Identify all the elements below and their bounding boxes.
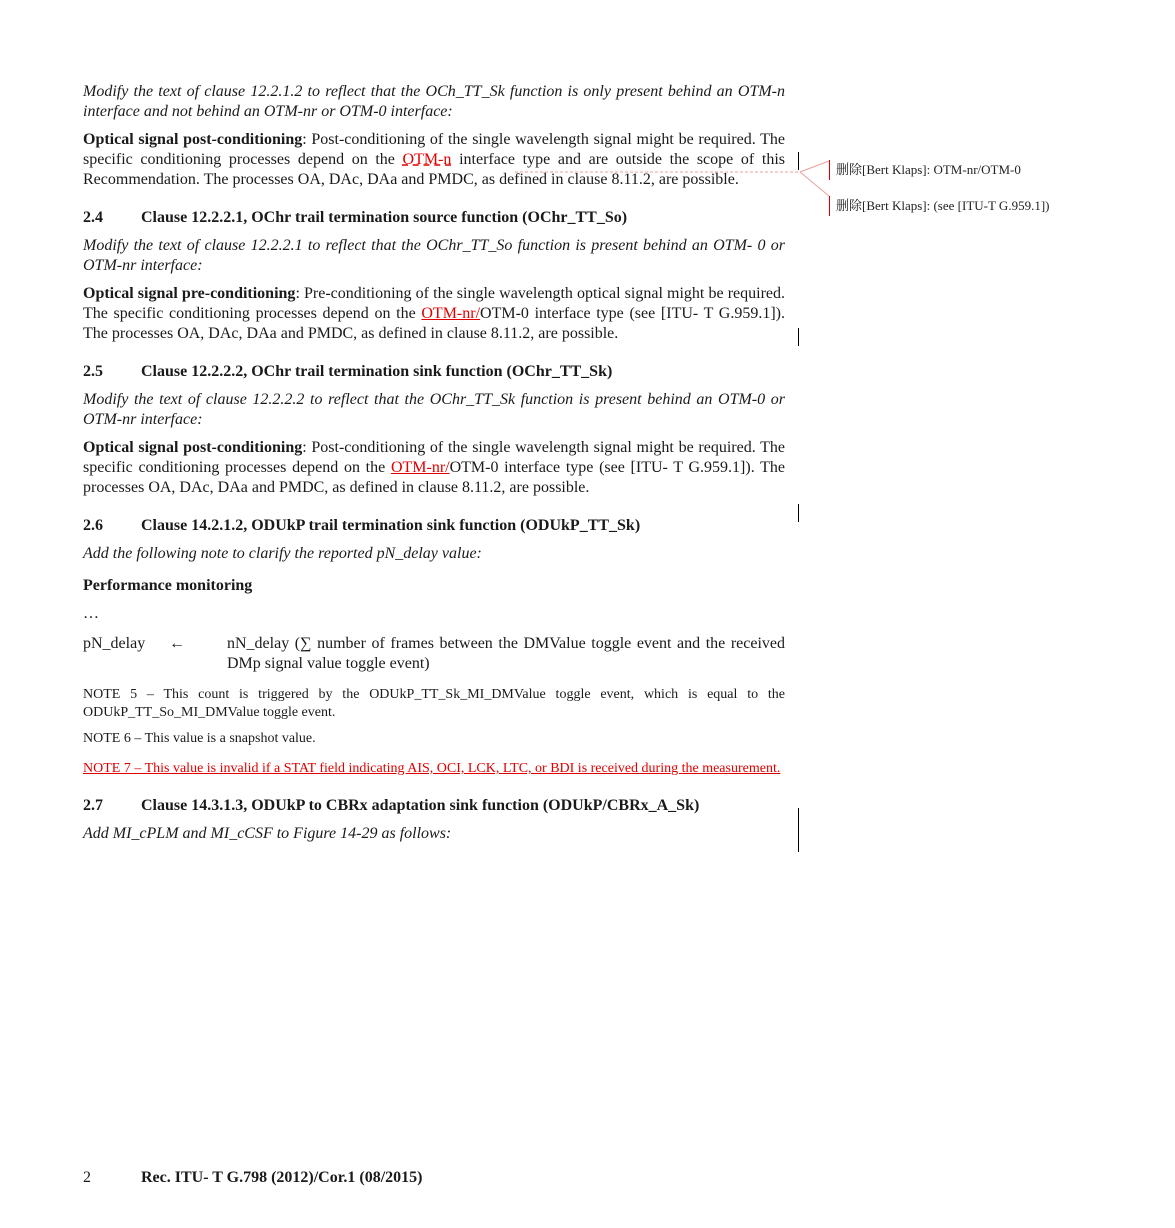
comment-bar: [829, 160, 830, 180]
pn-delay-text: nN_delay (∑ number of frames between the DMValue toggle event and the received DMp signal value toggle event): [227, 635, 785, 672]
section-number: 2.4: [83, 209, 103, 226]
page-footer: [83, 1169, 422, 1187]
pn-delay-label: pN_delay: [83, 635, 146, 652]
performance-monitoring-heading: Performance monitoring: [83, 577, 253, 594]
section-2-6-instruction: Add the following note to clarify the reported pN_delay value:: [83, 545, 482, 562]
footer-title: Rec. ITU- T G.798 (2012)/Cor.1 (08/2015): [141, 1169, 423, 1186]
ellipsis: …: [83, 605, 99, 622]
inserted-text: OTM-nr/: [390, 459, 450, 476]
left-arrow-icon: ←: [169, 635, 185, 652]
intro-instruction: Modify the text of clause 12.2.1.2 to reflect that the OCh_TT_Sk function is only present behind an OTM-n interface and not behind an OTM-nr or OTM-0 interface:: [83, 83, 785, 120]
inserted-text: OTM-n: [402, 151, 452, 168]
term-bold: Optical signal pre-conditioning: [83, 285, 296, 302]
section-title: Clause 12.2.2.2, OChr trail termination sink function (OChr_TT_Sk): [141, 363, 613, 380]
section-title: Clause 14.3.1.3, ODUkP to CBRx adaptation sink function (ODUkP/CBRx_A_Sk): [141, 797, 700, 814]
note-7-inserted: NOTE 7 – This value is invalid if a STAT field indicating AIS, OCI, LCK, LTC, or BDI is received during the measurement.: [83, 761, 781, 776]
deletion-comment[interactable]: 删除[Bert Klaps]: OTM-nr/OTM-0: [836, 162, 1021, 177]
inserted-text: OTM-nr/: [421, 305, 481, 322]
section-number: 2.6: [83, 517, 103, 534]
section-2-7-instruction: Add MI_cPLM and MI_cCSF to Figure 14-29 as follows:: [83, 825, 452, 842]
term-bold: Optical signal post-conditioning: [83, 131, 303, 148]
para-text: OTM-0 interface type (see [ITU- T G.959.1]). The processes OA, DAc, DAa and PMDC, as defined in clause 8.11.2, are possible.: [83, 459, 785, 496]
para-text: : Post-conditioning of the single wavelength signal might be required. The specific conditioning processes depend on the: [83, 439, 785, 476]
page-number: 2: [83, 1169, 91, 1186]
section-title: Clause 14.2.1.2, ODUkP trail termination sink function (ODUkP_TT_Sk): [141, 517, 641, 534]
para-text: : Pre-conditioning of the single wavelength optical signal might be required. The specific conditioning processes depend on the: [83, 285, 786, 322]
section-number: 2.7: [83, 797, 103, 814]
section-title: Clause 12.2.2.1, OChr trail termination source function (OChr_TT_So): [141, 209, 628, 226]
deletion-comment[interactable]: 删除[Bert Klaps]: (see [ITU-T G.959.1]): [836, 198, 1050, 213]
section-number: 2.5: [83, 363, 103, 380]
comment-bar: [829, 196, 830, 216]
term-bold: Optical signal post-conditioning: [83, 439, 303, 456]
para-text: OTM-0 interface type (see [ITU- T G.959.1]). The processes OA, DAc, DAa and PMDC, as defined in clause 8.11.2, are possible.: [83, 305, 786, 342]
note-6: NOTE 6 – This value is a snapshot value.: [83, 731, 316, 746]
para-text: interface type and are outside the scope of this Recommendation. The processes OA, DAc, DAa and PMDC, as defined in clause 8.11.2, are possible.: [83, 151, 785, 188]
note-5: NOTE 5 – This count is triggered by the ODUkP_TT_Sk_MI_DMValue toggle event, which is equal to the ODUkP_TT_So_MI_DMValue toggle event.: [83, 687, 785, 720]
section-2-4-instruction: Modify the text of clause 12.2.2.1 to reflect that the OChr_TT_So function is present behind an OTM- 0 or OTM-nr interface:: [83, 237, 785, 274]
para-text: : Post-conditioning of the single wavelength signal might be required. The specific conditioning processes depend on the: [83, 131, 785, 168]
section-2-5-instruction: Modify the text of clause 12.2.2.2 to reflect that the OChr_TT_Sk function is present behind an OTM-0 or OTM-nr interface:: [83, 391, 785, 428]
